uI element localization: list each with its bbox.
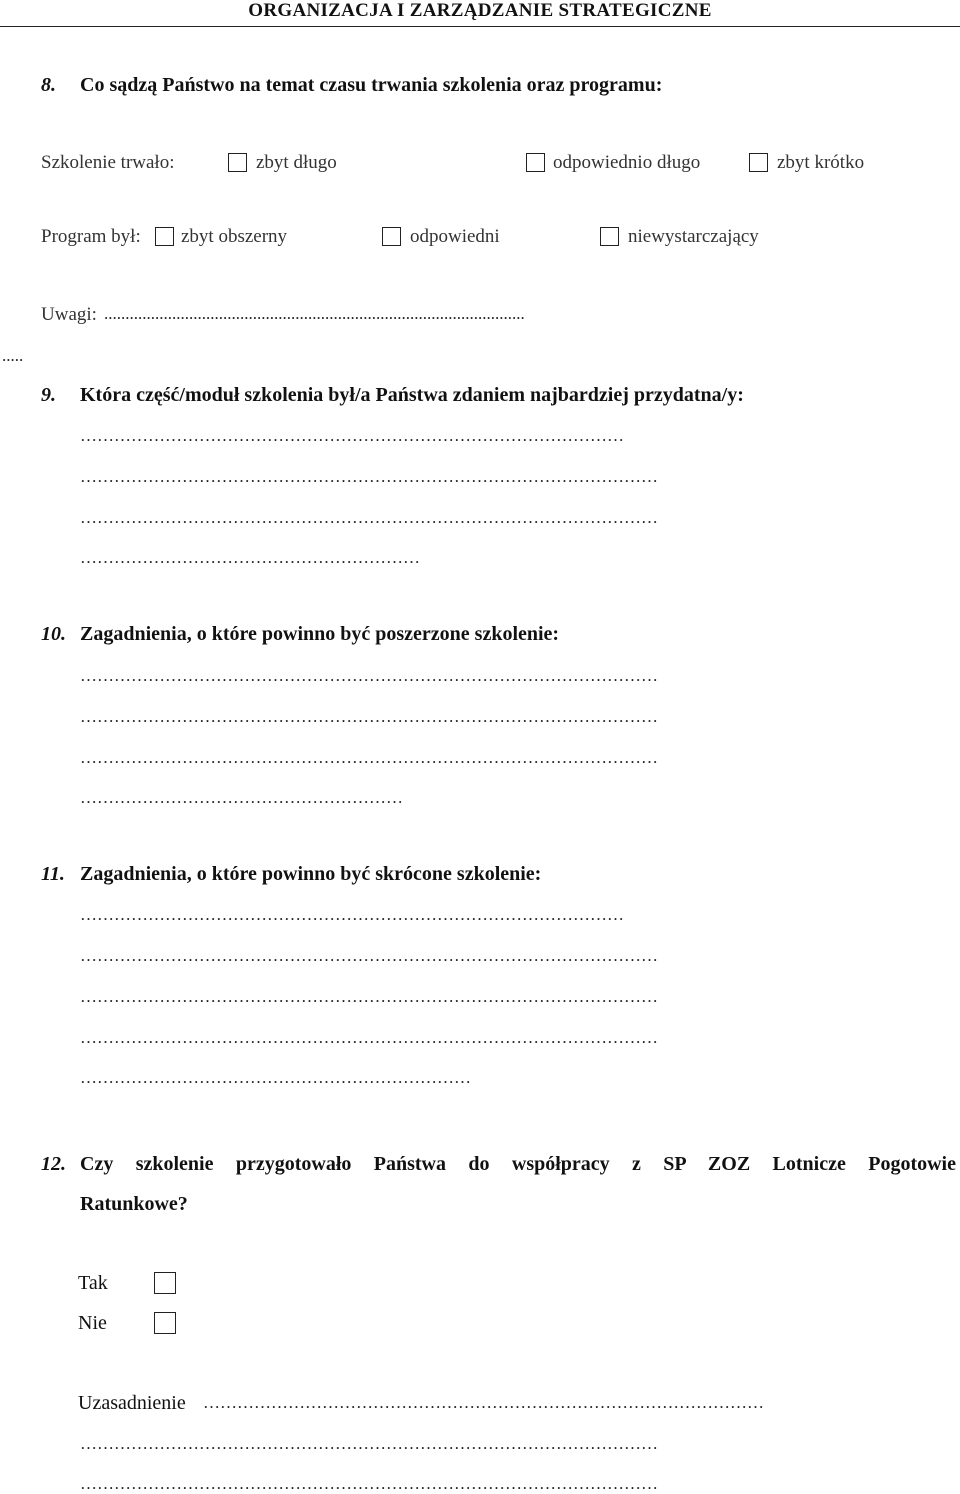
remarks-continuation: ..... xyxy=(2,346,24,365)
q12-yes-label: Tak xyxy=(78,1272,108,1294)
q9-answer-line[interactable]: ………………………………………………………………………………………… xyxy=(80,467,658,486)
justification-dots[interactable]: ……………………………………………………………………………………… xyxy=(203,1393,764,1412)
program-adequate-label: odpowiedni xyxy=(410,226,500,247)
q8-text: Co sądzą Państwo na temat czasu trwania szkolenia oraz programu: xyxy=(80,74,663,96)
justification-line[interactable]: ………………………………………………………………………………………… xyxy=(80,1474,658,1493)
q11-answer-line[interactable]: …………………………………………………………… xyxy=(80,1068,471,1087)
q11-answer-line[interactable]: ………………………………………………………………………………………… xyxy=(80,1028,658,1047)
page-header-title: ORGANIZACJA I ZARZĄDZANIE STRATEGICZNE xyxy=(248,0,712,21)
program-too-broad-checkbox[interactable] xyxy=(155,227,174,246)
q9-answer-line[interactable]: …………………………………………………………………………………… xyxy=(80,426,624,445)
q10-number: 10. xyxy=(41,623,66,645)
q10-answer-line[interactable]: ………………………………………………… xyxy=(80,788,403,807)
duration-adequate-label: odpowiednio długo xyxy=(553,152,701,173)
duration-too-long-label: zbyt długo xyxy=(256,152,337,173)
q12-no-label: Nie xyxy=(78,1312,107,1334)
program-insufficient-checkbox[interactable] xyxy=(600,227,619,246)
q10-text: Zagadnienia, o które powinno być poszerzone szkolenie: xyxy=(80,623,560,645)
q12-yes-checkbox[interactable] xyxy=(154,1272,176,1294)
q9-answer-line[interactable]: ………………………………………………………………………………………… xyxy=(80,508,658,527)
q10-answer-line[interactable]: ………………………………………………………………………………………… xyxy=(80,666,658,685)
justification-line[interactable]: ………………………………………………………………………………………… xyxy=(80,1434,658,1453)
duration-too-short-label: zbyt krótko xyxy=(777,152,865,173)
program-adequate-checkbox[interactable] xyxy=(382,227,401,246)
program-insufficient-label: niewystarczający xyxy=(628,226,759,247)
q11-answer-line[interactable]: ………………………………………………………………………………………… xyxy=(80,946,658,965)
justification-label: Uzasadnienie xyxy=(78,1392,186,1414)
program-label: Program był: xyxy=(41,226,141,247)
q9-number: 9. xyxy=(41,384,56,406)
q10-answer-line[interactable]: ………………………………………………………………………………………… xyxy=(80,748,658,767)
q9-answer-line[interactable]: …………………………………………………… xyxy=(80,548,420,567)
q12-text-line-1: Czy szkolenie przygotowało Państwa do współpracy z SP ZOZ Lotnicze Pogotowie xyxy=(80,1153,956,1175)
duration-too-long-checkbox[interactable] xyxy=(228,153,247,172)
q11-answer-line[interactable]: …………………………………………………………………………………… xyxy=(80,905,624,924)
q12-no-checkbox[interactable] xyxy=(154,1312,176,1334)
q11-text: Zagadnienia, o które powinno być skrócone szkolenie: xyxy=(80,863,542,885)
q11-number: 11. xyxy=(41,863,65,885)
q8-number: 8. xyxy=(41,74,56,96)
remarks-label: Uwagi: xyxy=(41,304,97,325)
q11-answer-line[interactable]: ………………………………………………………………………………………… xyxy=(80,987,658,1006)
duration-label: Szkolenie trwało: xyxy=(41,152,175,173)
duration-too-short-checkbox[interactable] xyxy=(749,153,768,172)
header-rule xyxy=(0,26,960,27)
q10-answer-line[interactable]: ………………………………………………………………………………………… xyxy=(80,707,658,726)
remarks-dots[interactable]: ................................................................................................... xyxy=(104,304,525,323)
q12-text-line-2: Ratunkowe? xyxy=(80,1193,188,1215)
q9-text: Która część/moduł szkolenia był/a Państwa zdaniem najbardziej przydatna/y: xyxy=(80,384,744,406)
q12-number: 12. xyxy=(41,1153,66,1175)
duration-adequate-checkbox[interactable] xyxy=(526,153,545,172)
program-too-broad-label: zbyt obszerny xyxy=(181,226,288,247)
